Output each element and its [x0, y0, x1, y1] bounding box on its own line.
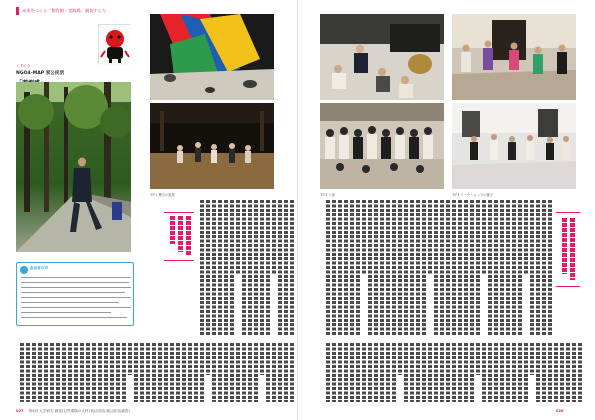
text-column	[326, 343, 330, 402]
text-column	[518, 343, 522, 402]
text-column	[218, 200, 222, 335]
text-column	[422, 343, 426, 402]
pull-quote-column	[562, 218, 567, 274]
photo-caption: ©F3 ワークショップの様子	[452, 193, 494, 197]
callout-text-line	[21, 312, 111, 313]
text-column	[536, 200, 540, 335]
text-column	[434, 343, 438, 402]
text-column	[218, 343, 222, 402]
text-column	[290, 343, 294, 402]
callout-text-line	[21, 282, 129, 283]
callout-text-line	[21, 277, 131, 278]
text-column	[284, 343, 288, 402]
pull-quote-column	[178, 216, 183, 252]
reader-voice-callout	[16, 262, 134, 326]
text-column	[440, 343, 444, 402]
text-column	[566, 343, 570, 402]
text-column	[32, 343, 36, 402]
text-column	[488, 343, 492, 402]
text-column	[470, 200, 474, 335]
text-column	[158, 343, 162, 402]
text-column	[254, 343, 258, 402]
text-column	[236, 200, 240, 274]
text-column	[278, 343, 282, 402]
info-category: くすのき	[16, 64, 31, 68]
text-column	[272, 343, 276, 402]
text-column	[452, 200, 456, 335]
text-column	[374, 200, 378, 335]
text-column	[74, 343, 78, 402]
text-column	[140, 343, 144, 402]
text-column	[398, 200, 402, 335]
text-column	[560, 343, 564, 402]
text-column	[248, 200, 252, 335]
text-column	[434, 200, 438, 335]
text-column	[230, 343, 234, 402]
photo-dancers-courtyard	[452, 14, 576, 100]
text-column	[212, 200, 216, 335]
text-column	[500, 200, 504, 335]
mascot-illustration	[98, 24, 130, 64]
callout-text-line	[21, 317, 127, 318]
text-column	[452, 343, 456, 402]
text-column	[410, 200, 414, 335]
text-column	[386, 200, 390, 335]
text-column	[524, 200, 528, 274]
text-column	[326, 200, 330, 335]
text-column	[62, 343, 66, 402]
text-column	[176, 343, 180, 402]
text-column	[20, 343, 24, 402]
text-column	[230, 200, 234, 335]
page-number-right: 028	[556, 409, 564, 413]
text-column	[332, 343, 336, 402]
text-column	[290, 200, 294, 335]
text-column	[146, 343, 150, 402]
text-column	[104, 343, 108, 402]
text-column	[260, 200, 264, 335]
text-column	[392, 200, 396, 335]
text-column	[344, 343, 348, 402]
page-footer-left	[16, 409, 130, 414]
text-column	[86, 343, 90, 402]
text-column	[416, 200, 420, 335]
text-column	[338, 200, 342, 335]
text-column	[56, 343, 60, 402]
text-column	[242, 200, 246, 335]
text-column	[530, 200, 534, 335]
callout-text-line	[21, 302, 119, 303]
text-column	[284, 200, 288, 335]
text-column	[404, 343, 408, 402]
text-column	[68, 343, 72, 402]
text-column	[122, 343, 126, 402]
callout-text-line	[21, 292, 125, 293]
photo-workshop-orchestra	[320, 14, 444, 100]
section-header-tag	[16, 7, 106, 15]
text-column	[578, 343, 582, 402]
text-column	[206, 343, 210, 375]
text-column	[224, 343, 228, 402]
text-column	[266, 200, 270, 335]
text-column	[350, 200, 354, 335]
info-title: NGO4-MAP 家公民活	[16, 71, 65, 76]
pull-quote-column	[186, 216, 191, 256]
speech-bubble-icon	[20, 266, 28, 274]
text-column	[392, 343, 396, 402]
text-column	[110, 343, 114, 402]
text-column	[38, 343, 42, 402]
page-number-left: 027	[16, 409, 24, 413]
text-column	[398, 343, 402, 375]
text-column	[254, 200, 258, 335]
text-column	[344, 200, 348, 335]
text-column	[572, 343, 576, 402]
text-column	[548, 200, 552, 335]
pull-quote-rule	[164, 212, 194, 213]
text-column	[164, 343, 168, 402]
text-column	[368, 343, 372, 402]
text-column	[212, 343, 216, 402]
text-column	[476, 343, 480, 375]
text-column	[350, 343, 354, 402]
photo-forest-street	[16, 82, 131, 252]
text-column	[422, 200, 426, 335]
text-column	[188, 343, 192, 402]
text-column	[98, 343, 102, 402]
text-column	[362, 200, 366, 274]
text-column	[368, 200, 372, 335]
text-column	[416, 343, 420, 402]
text-column	[542, 343, 546, 402]
text-column	[356, 343, 360, 402]
text-column	[374, 343, 378, 402]
text-column	[464, 200, 468, 335]
page-gutter	[297, 0, 298, 420]
text-column	[50, 343, 54, 402]
text-column	[362, 343, 366, 402]
photo-stage-rehearsal	[150, 103, 274, 189]
text-column	[200, 200, 204, 335]
text-column	[404, 200, 408, 335]
text-column	[554, 343, 558, 402]
photo-colorful-fabric	[150, 14, 274, 100]
text-column	[494, 200, 498, 335]
text-column	[458, 343, 462, 402]
text-column	[464, 343, 468, 402]
pull-quote-column	[170, 216, 175, 244]
text-column	[446, 200, 450, 335]
header-accent-bar	[16, 7, 19, 15]
text-column	[542, 200, 546, 335]
text-column	[458, 200, 462, 335]
photo-gallery-dance	[452, 103, 576, 189]
text-column	[92, 343, 96, 402]
text-column	[506, 200, 510, 335]
text-column	[260, 343, 264, 375]
text-column	[170, 343, 174, 402]
text-column	[512, 343, 516, 402]
text-column	[200, 343, 204, 402]
text-column	[266, 343, 270, 402]
text-column	[182, 343, 186, 402]
text-column	[428, 200, 432, 274]
text-column	[500, 343, 504, 402]
photo-children-group	[320, 103, 444, 189]
pull-quote-rule	[556, 286, 580, 287]
text-column	[494, 343, 498, 402]
pull-quote-rule	[556, 212, 580, 213]
pull-quote-column	[570, 218, 575, 280]
text-column	[482, 343, 486, 402]
text-column	[248, 343, 252, 402]
pull-quote-rule	[164, 260, 194, 261]
text-column	[428, 343, 432, 402]
text-column	[386, 343, 390, 402]
text-column	[470, 343, 474, 402]
text-column	[224, 200, 228, 335]
text-column	[524, 343, 528, 402]
text-column	[242, 343, 246, 402]
footer-credit: 第4回 大学研究 調査(自然環境の人材) 稲山拓也(稲山拓也調査)	[28, 409, 130, 413]
text-column	[548, 343, 552, 402]
text-column	[44, 343, 48, 402]
photo-caption: ©F2 公演	[320, 193, 335, 197]
text-column	[116, 343, 120, 402]
text-column	[482, 200, 486, 274]
text-column	[134, 343, 138, 402]
text-column	[356, 200, 360, 335]
text-column	[278, 200, 282, 335]
text-column	[380, 343, 384, 402]
text-column	[26, 343, 30, 402]
text-column	[530, 343, 534, 375]
text-column	[236, 343, 240, 402]
callout-text-line	[21, 287, 131, 288]
photo-caption: ©F1 稽古の風景	[150, 193, 175, 197]
text-column	[506, 343, 510, 402]
text-column	[338, 343, 342, 402]
text-column	[476, 200, 480, 335]
text-column	[536, 343, 540, 402]
text-column	[512, 200, 516, 335]
text-column	[440, 200, 444, 335]
text-column	[332, 200, 336, 335]
section-header-text: 未来をつくる「創作拠・実践場」調査する力	[22, 8, 106, 13]
text-column	[518, 200, 522, 335]
text-column	[80, 343, 84, 402]
text-column	[152, 343, 156, 402]
text-column	[380, 200, 384, 335]
callout-text-line	[21, 297, 131, 298]
text-column	[488, 200, 492, 335]
text-column	[194, 343, 198, 402]
text-column	[446, 343, 450, 402]
text-column	[410, 343, 414, 402]
text-column	[272, 200, 276, 274]
callout-label: 参加者の声	[30, 266, 48, 270]
text-column	[206, 200, 210, 335]
text-column	[128, 343, 132, 375]
callout-text-line	[21, 307, 131, 308]
